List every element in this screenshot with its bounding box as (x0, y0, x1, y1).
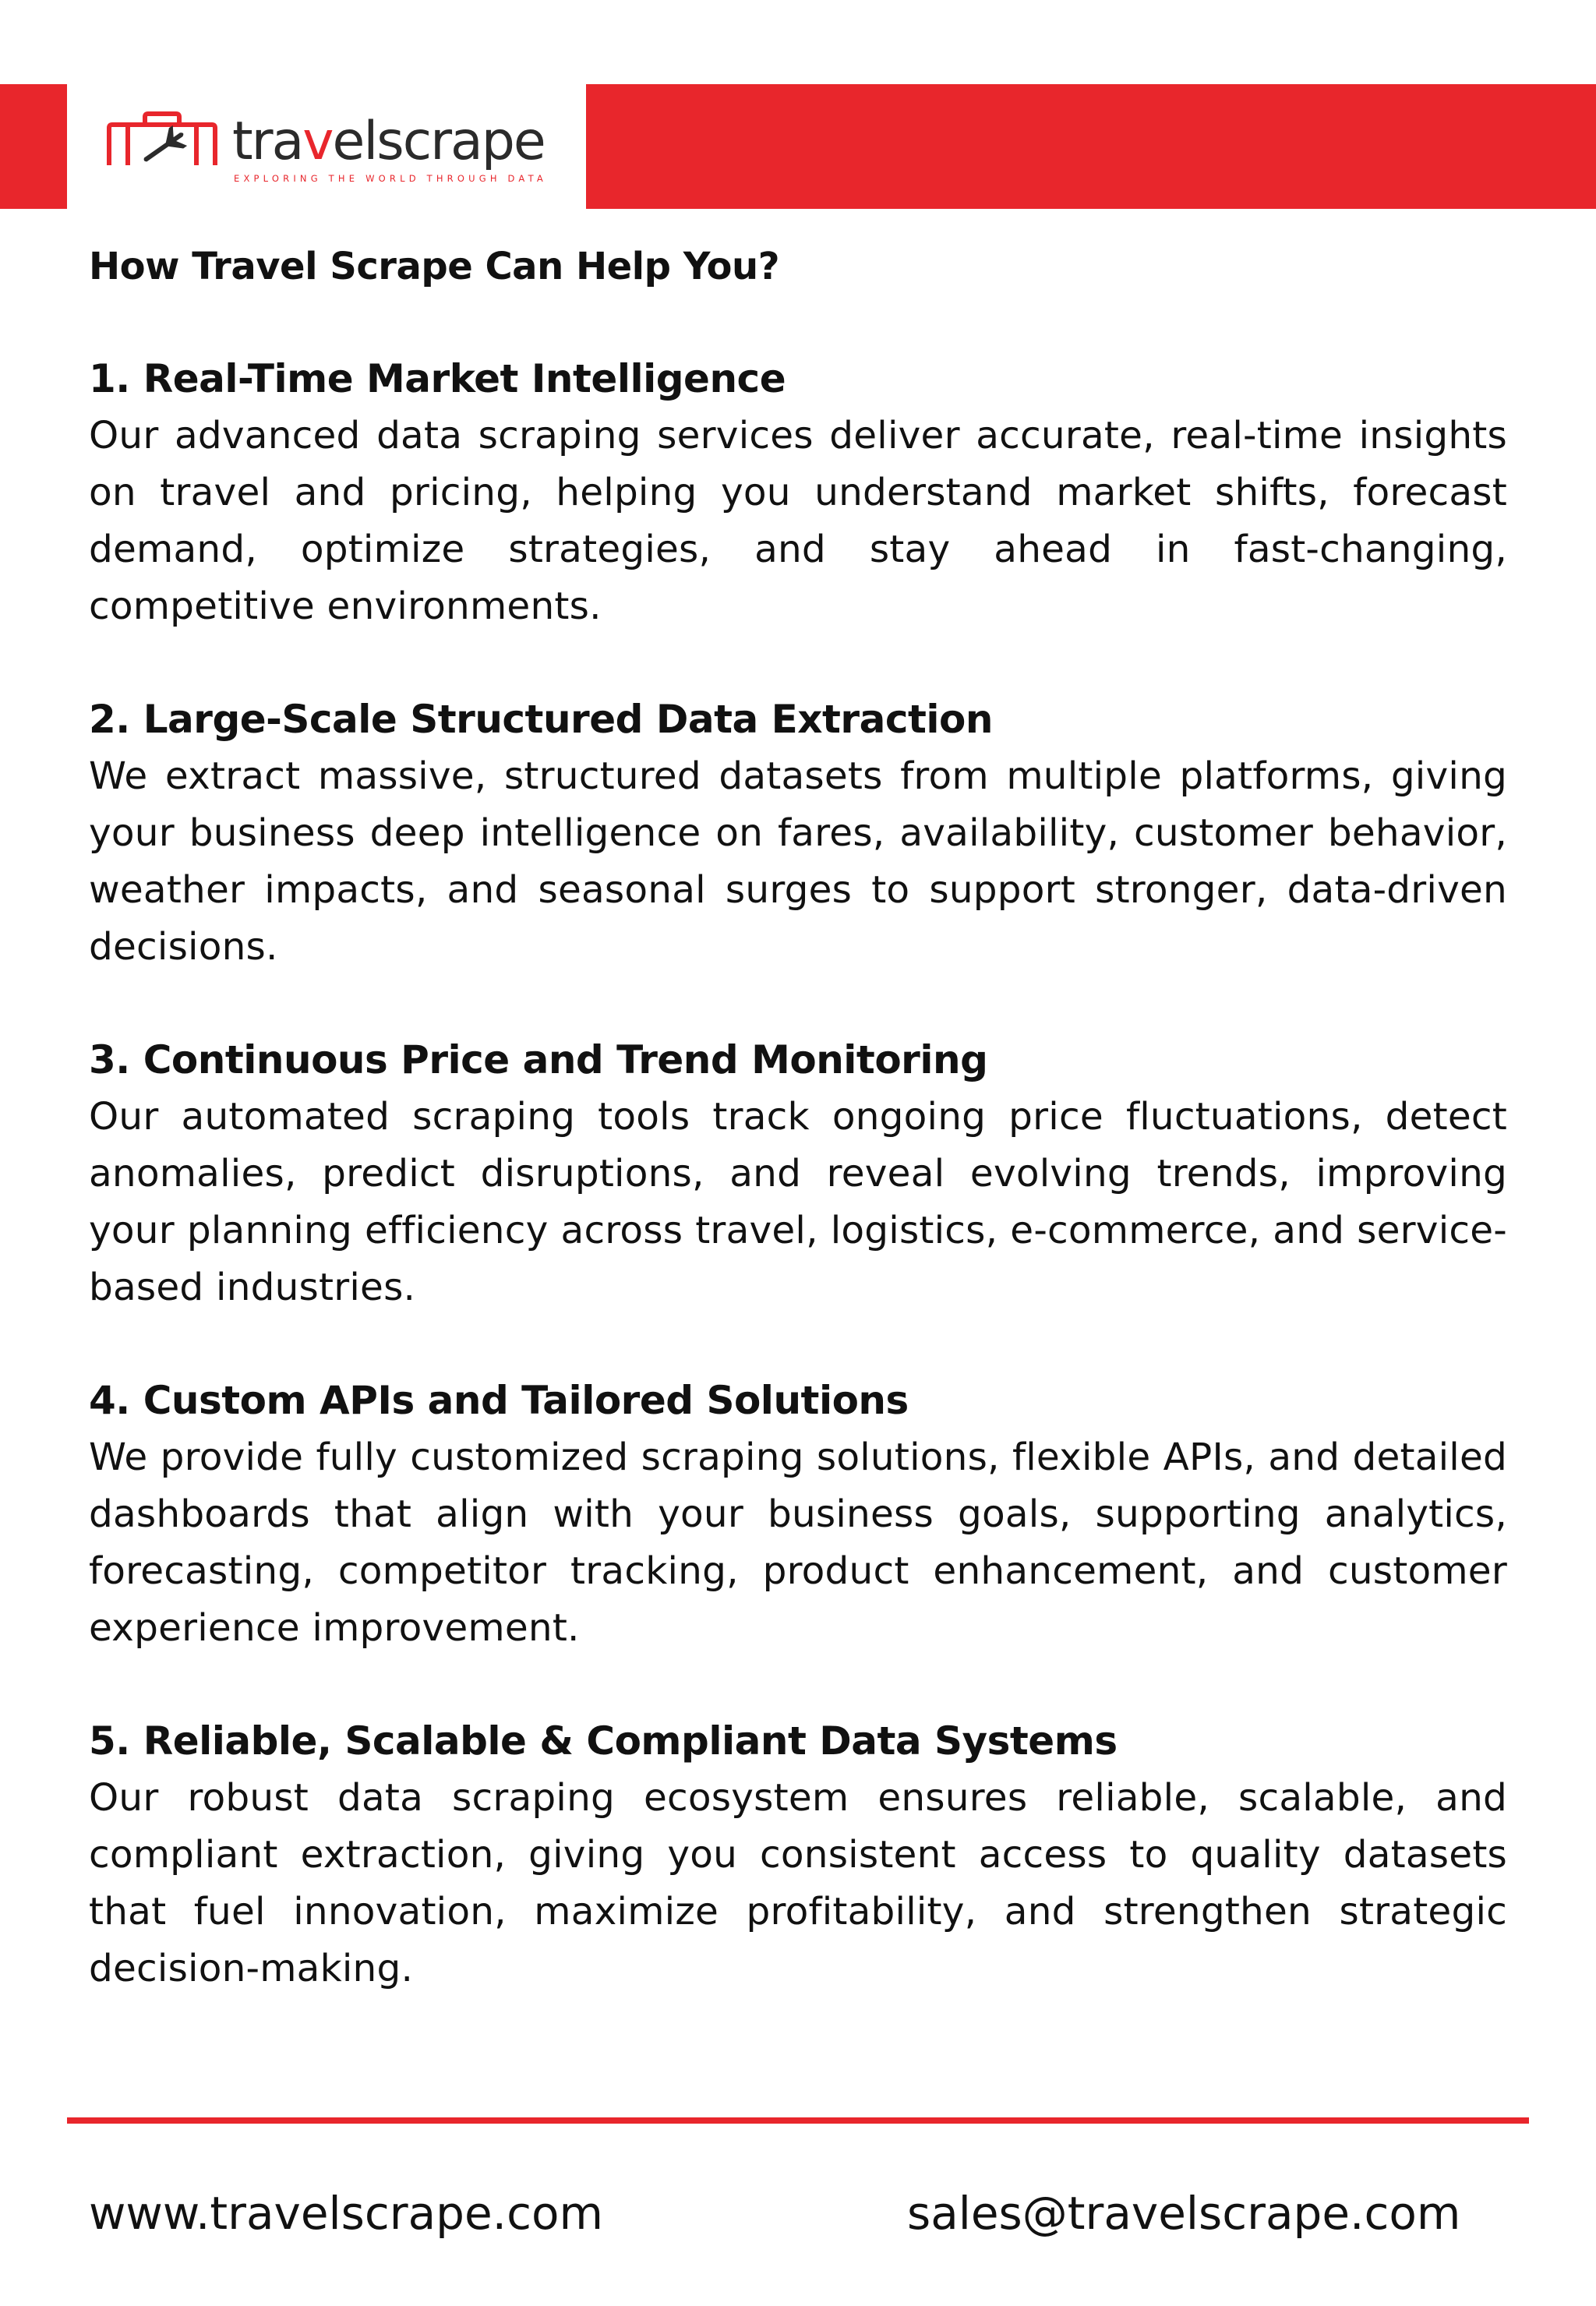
section-title: 4. Custom APIs and Tailored Solutions (89, 1378, 909, 1423)
brand-name-accent: v (302, 111, 333, 172)
section-title: 3. Continuous Price and Trend Monitoring (89, 1037, 988, 1082)
header-accent-bar-left (0, 84, 67, 209)
section-title: 1. Real-Time Market Intelligence (89, 356, 786, 401)
page-title: How Travel Scrape Can Help You? (89, 245, 780, 288)
section-reliable-data-systems (89, 1713, 1507, 1997)
footer-divider (67, 2117, 1529, 2124)
section-body: We extract massive, structured datasets from multiple platforms, giving your business deep intelligence on fares, availability, customer behavior, weather impacts, and seasonal surges to support stronger, data-driven decisions. (89, 754, 1507, 969)
brand-name (232, 111, 545, 173)
section-body: Our robust data scraping ecosystem ensures reliable, scalable, and compliant extraction, giving you consistent access to quality datasets that fuel innovation, maximize profitability, and strengthen strategic decision-making. (89, 1776, 1507, 1990)
section-price-trend-monitoring (89, 1032, 1507, 1316)
brand-name-prefix: tra (232, 111, 303, 172)
section-custom-apis (89, 1372, 1507, 1657)
section-title: 5. Reliable, Scalable & Compliant Data Systems (89, 1718, 1118, 1764)
main-content (89, 238, 1507, 2054)
brand-tagline: EXPLORING THE WORLD THROUGH DATA (234, 173, 547, 184)
section-body: Our automated scraping tools track ongoing price fluctuations, detect anomalies, predict disruptions, and reveal evolving trends, improving your planning efficiency across travel, logistics, e-commerce, and service-based industries. (89, 1095, 1507, 1309)
section-large-scale-data-extraction (89, 691, 1507, 976)
section-body: We provide fully customized scraping solutions, flexible APIs, and detailed dashboards that align with your business goals, supporting analytics, forecasting, competitor tracking, product enhancement, and customer experience improvement. (89, 1436, 1507, 1650)
section-title: 2. Large-Scale Structured Data Extraction (89, 697, 993, 742)
section-real-time-market-intelligence (89, 351, 1507, 635)
website-link[interactable]: www.travelscrape.com (89, 2187, 603, 2240)
section-body: Our advanced data scraping services deliver accurate, real-time insights on travel and pricing, helping you understand market shifts, forecast demand, optimize strategies, and stay ahead in fast-changing, competitive environments. (89, 414, 1507, 628)
email-link[interactable]: sales@travelscrape.com (907, 2187, 1461, 2240)
header-accent-bar-right (586, 84, 1596, 209)
brand-name-suffix: elscrape (332, 111, 545, 172)
brand-logo (104, 111, 556, 189)
suitcase-airplane-icon (104, 111, 221, 189)
